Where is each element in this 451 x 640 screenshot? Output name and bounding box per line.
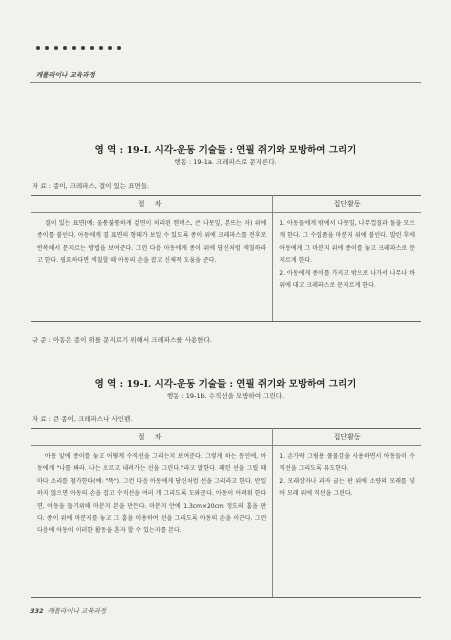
group-activity-cell [273,446,421,598]
section-1-materials: 자 료 : 종이, 크레파스, 결이 있는 표면들. [32,182,150,190]
footer-title: 캐롤라이나 교육과정 [47,607,107,615]
procedure-text: 아동 앞에 종이를 놓고 어떻게 수직선을 그리는지 보여준다. 그렇게 하는 동안에, 아동에게 "나를 봐라. 나는 오르고 내려가는 선을 그린다."라고 말한다. 패턴 선을 그릴 때마다 소리를 첨가한다(예: "뚝"). 그런 다음 아동에게 당신처럼 선을 그리라고 한다. 만일 하지 않으면 아동의 손을 잡고 수직선을 여러 개 그리도록 도와준다. 아동이 어려워 한다면, 아동을 돕기위해 마분지 본을 만든다. 마분지 안에 1.3cm×20cm 정도의 홈을 판다. 종이 위에 마분지를 놓고 그 홈을 이용하여 선을 그리도록 아동의 손을 이끈다. 그런 다음에 아동이 이러한 활동을 혼자 할 수 있는지를 본다. [37,453,267,535]
header-dot [45,46,49,50]
header-dot [54,46,58,50]
group-activity-item: 1. 손가락 그림용 풀물감을 사용하면서 아동들이 수직선을 그리도록 유도한다. [279,453,415,473]
section-2-title: 영 역 : 19-I. 시각-운동 기술들 : 연필 쥐기와 모방하여 그리기 [94,379,357,390]
procedure-cell [31,446,273,598]
group-activity-item: 1. 아동들에게 밖에서 나뭇잎, 나무껍질과 돌을 모으게 한다. 그 수집품을 마분지 위에 붙인다. 발린 후에 아동에게 그 마분지 위에 종이를 놓고 크레파스로 문지르게 한다. [279,220,415,265]
header-dot [63,46,67,50]
header-dot [117,46,121,50]
section-1-subtitle: 행동 : 19-1a. 크레파스로 문지른다. [174,158,277,166]
group-activity-header: 집단활동 [273,429,421,446]
section-1-title: 영 역 : 19-I. 시각-운동 기술들 : 연필 쥐기와 모방하여 그리기 [94,145,357,156]
section-1-rule: 규 준 : 아동은 종이 위를 문지르기 위해서 크레파스를 사용한다. [32,336,212,344]
header-dot [99,46,103,50]
section-1-table [31,195,421,322]
procedure-header: 절 차 [31,196,273,213]
procedure-cell [31,213,273,322]
header-dots [36,46,121,50]
page-number: 332 [30,607,44,615]
header-dot [90,46,94,50]
procedure-header: 절 차 [31,429,273,446]
procedure-text: 결이 있는 표면(예: 울퉁불퉁하게 겉면이 처리된 캔버스, 큰 나뭇잎, 본뜨는 자) 위에 종이를 붙인다. 아동에게 결 표면의 형태가 보일 수 있도록 종이 위에 크레파스를 전후로 반복해서 문지르는 방법을 보여준다. 그런 다음 아동에게 종이 위에 당신처럼 색칠하라고 한다. 필요하다면 색칠할 때 아동의 손을 잡고 신체적 도움을 준다. [37,220,267,265]
section-2-materials: 자 료 : 큰 종이, 크레파스나 사인펜. [32,415,133,423]
group-activity-item: 2. 아동에게 종이를 가지고 밖으로 나가서 나무나 바위에 대고 크레파스로 문지르게 한다. [279,269,415,290]
page-footer [30,606,106,615]
header-dot [72,46,76,50]
group-activity-header: 집단활동 [273,196,421,213]
group-activity-item: 2. 모래상자나 과자 굽는 판 위에 소량의 모래를 넣어 모래 위에 직선을 그린다. [279,477,415,498]
header-dot [81,46,85,50]
header-dot [108,46,112,50]
section-2-subtitle: 행동 : 19-1b. 수직선을 모방하여 그린다. [166,392,285,400]
header-rule [30,82,421,83]
running-header: 캐롤라이나 교육과정 [36,71,95,79]
group-activity-cell [273,213,421,322]
header-dot [36,46,40,50]
section-2-table [31,428,421,598]
